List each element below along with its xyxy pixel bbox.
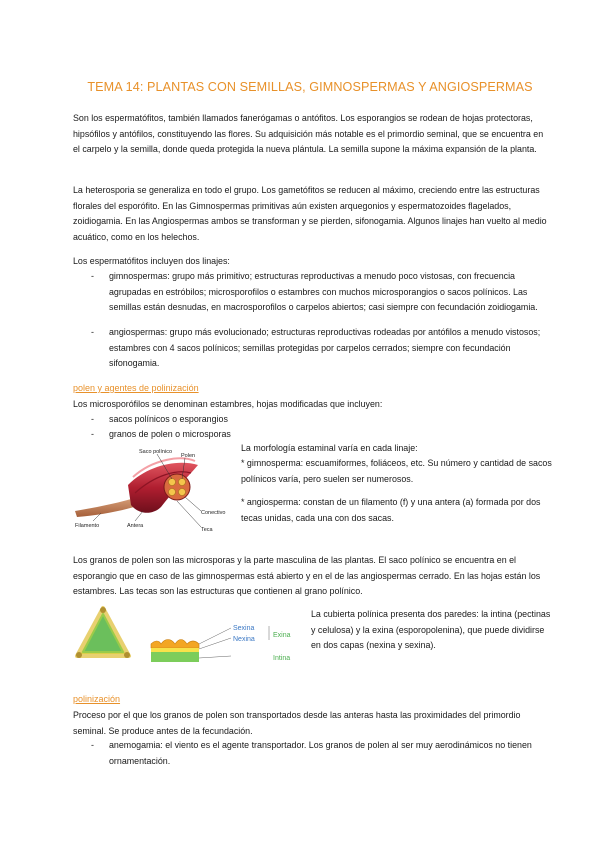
- pollen-grain-drawing: [76, 607, 130, 658]
- list-bullet: -: [91, 429, 94, 439]
- micro-intro: Los microsporófilos se denominan estambres, hojas modificadas que incluyen:: [73, 399, 383, 409]
- list-bullet: -: [91, 327, 94, 337]
- pollen-wall-illustration: [73, 604, 303, 670]
- list-item-granos: granos de polen o microsporas: [109, 429, 231, 439]
- polen-heading-link[interactable]: polen y agentes de polinización: [73, 383, 199, 393]
- pollen-wall-layers: [151, 640, 199, 663]
- label-nexina: Nexina: [233, 636, 255, 643]
- intro-paragraph: Son los espermatófitos, también llamados fanerógamas o antófitos. Los esporangios se rodean de hojas protectoras, hipsófilos y antófilos, constituyendo las flores. Su adquisición más notable es el primordio seminal, que se encuentra en el carpelo y la semilla, donde queda protegida la nueva plántula. La semilla supone la máxima expansión de la planta.: [73, 113, 544, 154]
- heterosporia-paragraph: La heterosporia se generaliza en todo el grupo. Los gametófitos se reducen al máximo, creciendo entre las estructuras florales del esporófito. En las Gimnospermas primitivas aún existen arquegonios y espermatozoides flagelados, zoidiogamia. En las Angiospermas ambos se transforman y se pierden, sifonogamia. Algunos linajes han vuelto al medio acuático, como en los helechos.: [73, 185, 547, 242]
- linajes-intro: Los espermatófitos incluyen dos linajes:: [73, 256, 230, 266]
- morfologia-angiosperma: * angiosperma: constan de un filamento (f) y una antera (a) formada por dos tecas unidas, cada una con dos sacas.: [241, 497, 541, 523]
- list-bullet: -: [91, 414, 94, 424]
- list-item-sacos: sacos polínicos o esporangios: [109, 414, 228, 424]
- label-intina: Intina: [273, 655, 291, 662]
- list-bullet: -: [91, 271, 94, 281]
- label-antera: Antera: [127, 523, 144, 529]
- granos-paragraph: Los granos de polen son las microsporas y la parte masculina de las plantas. El saco polínico se encuentra en el esporangio que en caso de las gimnospermas está abierto y en el de las angiospermas cerrado. En las hojas están los estambres. Las tecas son las estructuras que contienen al grano polínico.: [73, 555, 541, 596]
- label-teca: Teca: [201, 527, 213, 533]
- list-bullet: -: [91, 740, 94, 750]
- polinizacion-heading-link[interactable]: polinización: [73, 694, 121, 704]
- stamen-illustration: [73, 445, 233, 535]
- page-title: TEMA 14: PLANTAS CON SEMILLAS, GIMNOSPERMAS Y ANGIOSPERMAS: [87, 80, 533, 94]
- morfologia-line-1: La morfología estaminal varía en cada linaje:: [241, 443, 418, 453]
- label-sexina: Sexina: [233, 625, 255, 632]
- label-filamento: Filamento: [75, 523, 100, 529]
- pollen-sacs-cross-section: [164, 474, 190, 500]
- label-exina: Exina: [273, 632, 291, 639]
- list-item-anemogamia: anemogamia: el viento es el agente transportador. Los granos de polen al ser muy aerodinámicos no tienen ornamentación.: [109, 740, 532, 766]
- polinizacion-paragraph: Proceso por el que los granos de polen son transportados desde las anteras hasta las proximidades del primordio seminal. Se produce antes de la fecundación.: [73, 710, 521, 736]
- cubierta-paragraph: La cubierta polínica presenta dos paredes: la intina (pectinas y celulosa) y la exina (esporopolenina), que puede dividirse en dos capas (nexina y sexina).: [311, 609, 551, 650]
- list-item-angiospermas: angiospermas: grupo más evolucionado; estructuras reproductivas rodeadas por antófilos a menudo vistosos; estambres con 4 sacos polínicos; semillas protegidas por carpelos cerrados; siempre con fecundación sifonogamia.: [109, 327, 541, 368]
- list-item-gimnospermas: gimnospermas: grupo más primitivo; estructuras reproductivas a menudo poco vistosas, con frecuencia agrupadas en estróbilos; microsporofilos o estambres con muchos microsporangios o sacos polínicos. Las semillas están desnudas, en macrosporofilos o carpelos abiertos; casi siempre con fecundación zoidiogamia.: [109, 271, 538, 312]
- label-polen: Polen: [181, 453, 196, 459]
- label-conectivo: Conectivo: [201, 510, 226, 516]
- label-saco: Saco polínico: [139, 449, 173, 455]
- morfologia-gimnosperma: * gimnosperma: escuamiformes, foliáceos, etc. Su número y cantidad de sacos polínicos varía, pero suelen ser numerosos.: [241, 458, 552, 484]
